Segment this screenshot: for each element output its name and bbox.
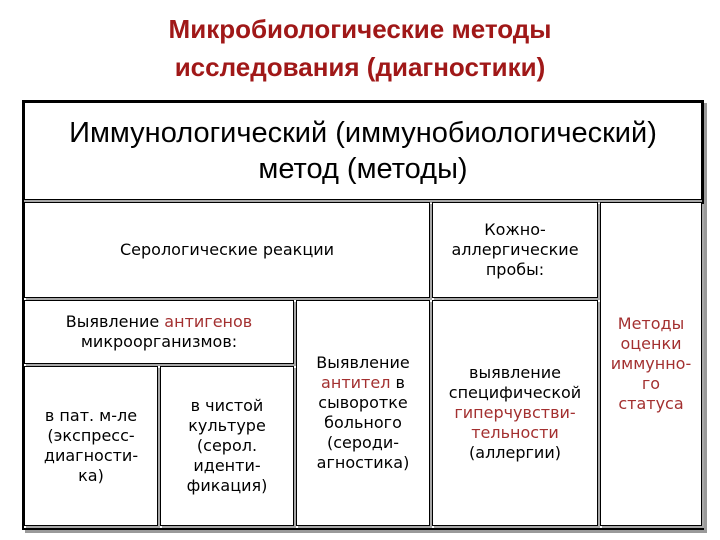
antibody-detection-box [296,300,430,526]
pure-culture-box [160,366,294,526]
antibody-highlight: антител [321,373,391,392]
antibody-line-2 [321,373,405,393]
skin-tests-line-2: аллергические [451,240,579,259]
culture-line-2: культуре [188,416,266,435]
immune-line-5: статуса [618,394,684,413]
immune-line-3: иммунно- [610,354,692,373]
immune-line-4: го [641,374,661,393]
antigen-detection-box [24,300,294,364]
allergy-highlight-2: тельности [471,423,559,442]
antigen-line-2: микроорганизмов: [80,332,238,351]
antibody-line-6: агностика) [316,453,410,472]
serological-reactions-box [24,202,430,298]
patmat-line-4: ка) [78,466,104,485]
antibody-line-5: (сероди- [326,433,400,452]
pathological-material-box [24,366,158,526]
skin-tests-line-3: пробы: [485,260,545,279]
antibody-line-4: больного [324,413,402,432]
immune-line-1: Методы [617,314,685,333]
antibody-suffix: в [390,373,405,392]
header-line-1: Иммунологический (иммунобиологический) [69,117,657,149]
patmat-line-1: в пат. м-ле [44,406,138,425]
patmat-line-2: (экспресс- [47,426,135,445]
antigen-prefix: Выявление [65,312,165,331]
allergy-line-2: специфической [448,383,582,402]
antigen-highlight: антигенов [164,312,253,331]
serology-label: Серологические реакции [119,240,335,259]
culture-line-4: иденти- [193,456,261,475]
header-line-2: метод (методы) [258,153,468,185]
immune-status-methods-box [600,202,702,526]
skin-allergy-tests-box [432,202,598,298]
culture-line-5: фикация) [186,476,268,495]
culture-line-1: в чистой [190,396,264,415]
antibody-line-1: Выявление [316,353,410,372]
title-line-2: исследования (диагностики) [174,52,546,82]
skin-tests-line-1: Кожно- [484,220,546,239]
title-line-1: Микробиологические методы [168,14,552,44]
allergy-line-5: (аллергии) [469,443,561,462]
slide-title [0,10,720,86]
allergy-detection-box [432,300,598,526]
allergy-highlight-1: гиперчувстви- [454,403,576,422]
antibody-line-3: сыворотке [318,393,408,412]
antigen-line-1 [66,312,252,332]
immune-line-2: оценки [620,334,682,353]
culture-line-3: (серол. [196,436,258,455]
immunological-method-header [24,102,702,200]
allergy-line-1: выявление [469,363,561,382]
patmat-line-3: диагности- [43,446,139,465]
